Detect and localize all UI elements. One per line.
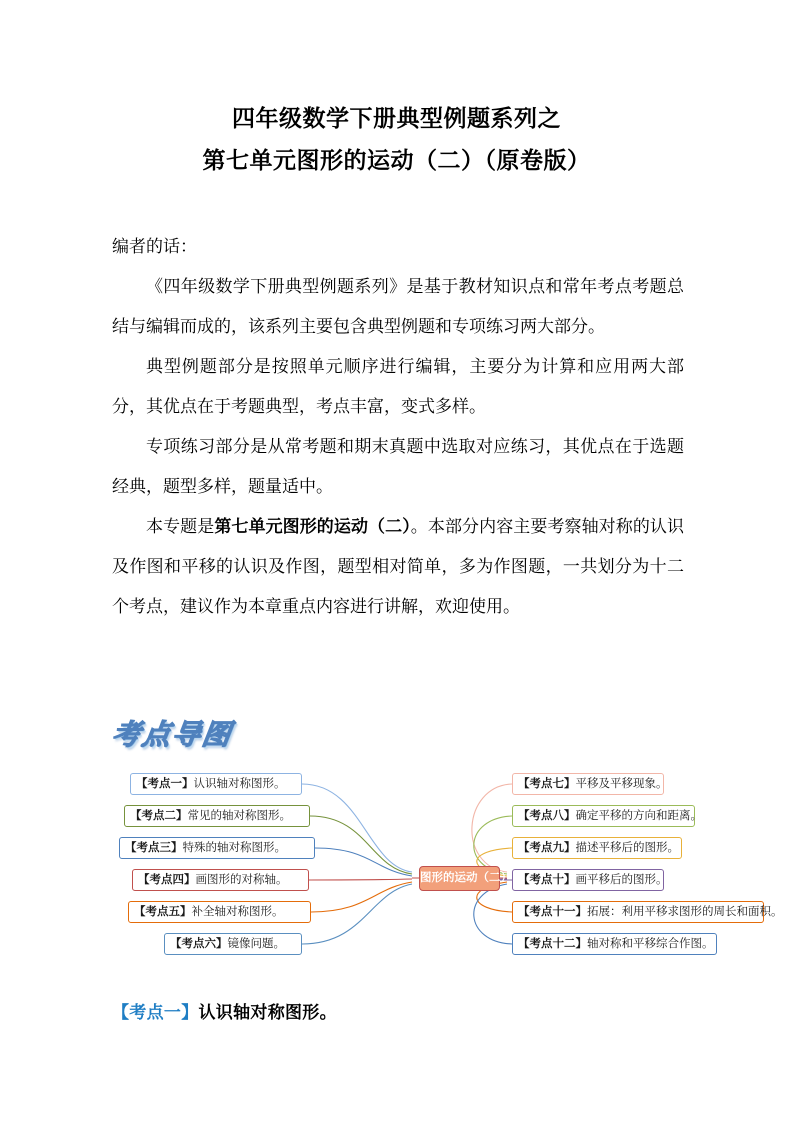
mindmap-node-left-1-tag: 【考点一】 xyxy=(136,778,194,790)
mindmap-node-left-5-text: 补全轴对称图形。 xyxy=(191,906,284,918)
mindmap-node-left-2[interactable] xyxy=(124,805,310,827)
mindmap-node-left-4[interactable] xyxy=(132,869,309,891)
mindmap-node-left-1-text: 认识轴对称图形。 xyxy=(193,778,286,790)
mindmap-node-right-5-text: 拓展：利用平移求图形的周长和面积。 xyxy=(587,906,783,918)
final-paragraph-suffix: 。本部分内容主要考察轴对称的认识及作图和平移的认识及作图，题型相对简单，多为作图题，一共划分为十二个考点，建议作为本章重点内容进行讲解，欢迎使用。 xyxy=(112,517,685,616)
mindmap-node-right-3-text: 描述平移后的图形。 xyxy=(575,842,679,854)
title-line-1: 四年级数学下册典型例题系列之 xyxy=(232,106,561,131)
mindmap-node-left-4-tag: 【考点四】 xyxy=(138,874,196,886)
mindmap-node-left-2-tag: 【考点二】 xyxy=(130,810,188,822)
mindmap-node-left-6-tag: 【考点六】 xyxy=(170,938,228,950)
mindmap-node-left-3[interactable] xyxy=(119,837,315,859)
final-paragraph-prefix: 本专题是 xyxy=(146,517,215,536)
mindmap-node-right-2-text: 确定平移的方向和距离。 xyxy=(575,810,702,822)
mindmap-center-node[interactable]: 图形的运动（二） xyxy=(419,866,500,891)
paragraph-3: 专项练习部分是从常考题和期末真题中选取对应练习，其优点在于选题经典，题型多样，题量适中。 xyxy=(112,437,684,496)
mindmap-node-right-6-text: 轴对称和平移综合作图。 xyxy=(587,938,714,950)
mindmap-heading-text: 考点导图 xyxy=(109,720,235,751)
mindmap-node-right-2[interactable] xyxy=(512,805,702,827)
editor-note-label: 编者的话： xyxy=(112,237,197,256)
paragraph-1: 《四年级数学下册典型例题系列》是基于教材知识点和常年考点考题总结与编辑而成的，该系列主要包含典型例题和专项练习两大部分。 xyxy=(112,277,684,336)
final-paragraph-bold: 第七单元图形的运动（二） xyxy=(214,517,411,536)
mindmap-node-right-1-tag: 【考点七】 xyxy=(518,778,576,790)
title-line-2: 第七单元图形的运动（二）（原卷版） xyxy=(202,148,591,173)
section-heading-tag: 【考点一】 xyxy=(112,1003,199,1022)
mindmap-node-right-5-tag: 【考点十一】 xyxy=(518,906,587,918)
mindmap-node-right-5[interactable] xyxy=(512,901,783,923)
mindmap-node-left-2-text: 常见的轴对称图形。 xyxy=(187,810,291,822)
mindmap-node-left-1[interactable] xyxy=(130,773,302,795)
mindmap-node-right-4-text: 画平移后的图形。 xyxy=(575,874,668,886)
mindmap-node-right-3[interactable] xyxy=(512,837,682,859)
document-title xyxy=(0,98,793,182)
document-body xyxy=(112,227,684,627)
paragraph-2: 典型例题部分是按照单元顺序进行编辑，主要分为计算和应用两大部分，其优点在于考题典型，考点丰富，变式多样。 xyxy=(112,357,684,416)
section-heading xyxy=(112,998,337,1023)
section-heading-text: 认识轴对称图形。 xyxy=(198,1003,337,1022)
paragraph-4 xyxy=(112,507,684,627)
mindmap-heading xyxy=(109,716,272,758)
mindmap-node-left-3-text: 特殊的轴对称图形。 xyxy=(182,842,286,854)
mindmap-node-left-5-tag: 【考点五】 xyxy=(134,906,192,918)
mindmap-node-right-6-tag: 【考点十二】 xyxy=(518,938,587,950)
mindmap-node-left-4-text: 画图形的对称轴。 xyxy=(195,874,288,886)
mindmap-node-right-1-text: 平移及平移现象。 xyxy=(575,778,668,790)
mindmap-node-right-1[interactable] xyxy=(512,773,668,795)
mindmap-diagram xyxy=(112,766,783,991)
mindmap-node-left-5[interactable] xyxy=(128,901,311,923)
mindmap-node-right-4[interactable] xyxy=(512,869,668,891)
mindmap-node-right-2-tag: 【考点八】 xyxy=(518,810,576,822)
mindmap-node-right-6[interactable] xyxy=(512,933,717,955)
mindmap-node-left-3-tag: 【考点三】 xyxy=(125,842,183,854)
mindmap-node-left-6-text: 镜像问题。 xyxy=(227,938,285,950)
mindmap-node-left-6[interactable] xyxy=(164,933,302,955)
mindmap-node-right-3-tag: 【考点九】 xyxy=(518,842,576,854)
mindmap-node-right-4-tag: 【考点十】 xyxy=(518,874,576,886)
